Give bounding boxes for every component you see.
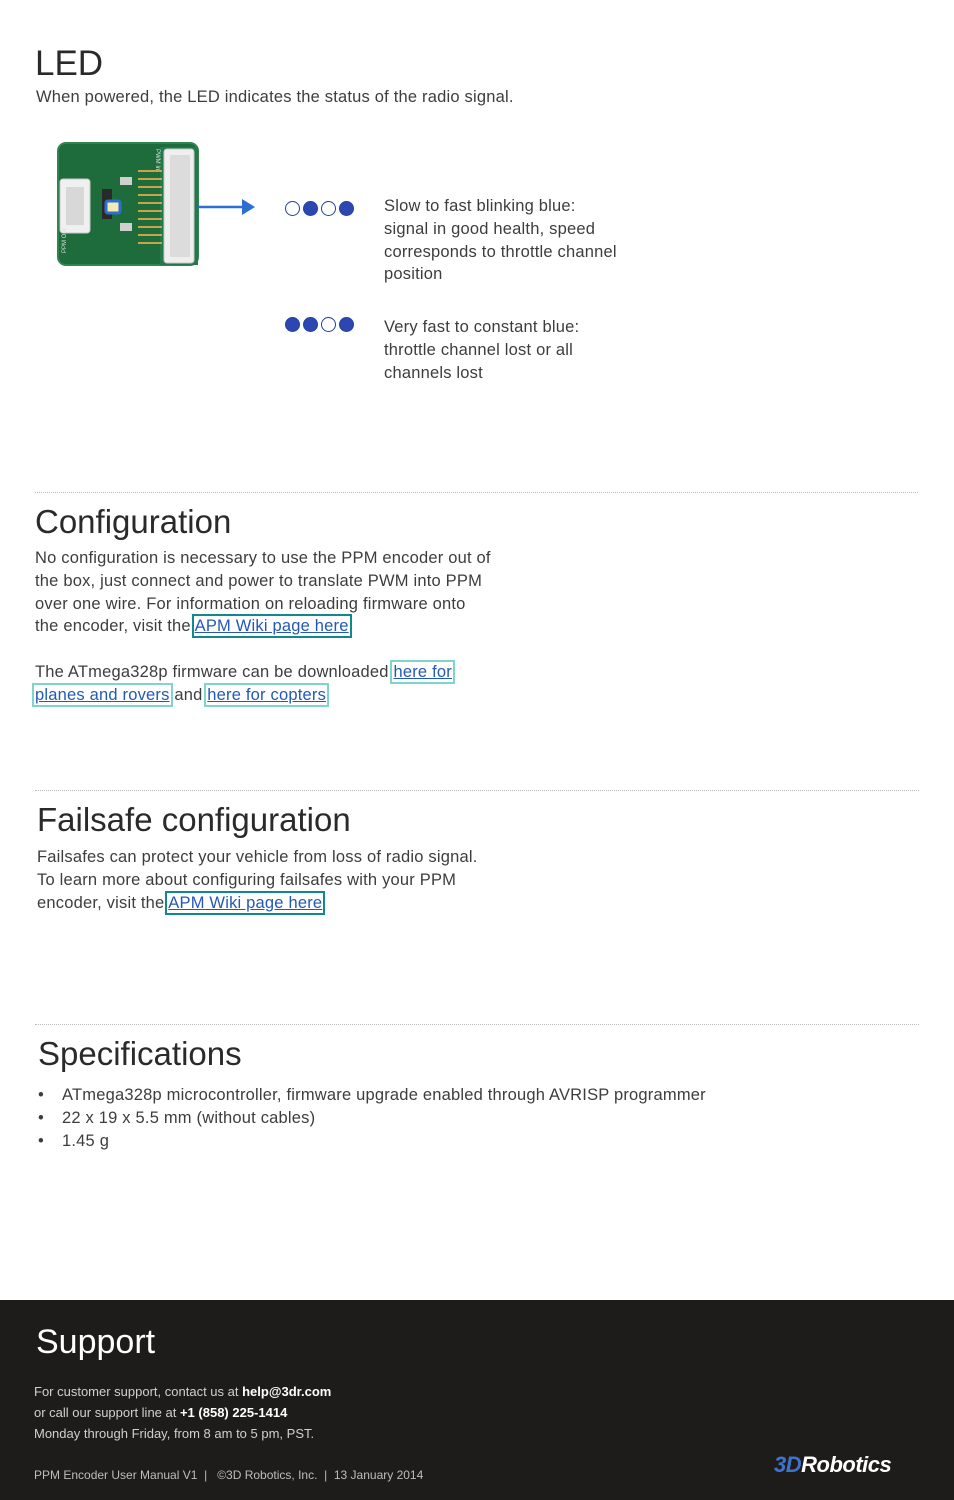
led-state-fast-desc: Very fast to constant blue: throttle channel lost or all channels lost	[384, 318, 580, 382]
led-dot-on-icon	[339, 317, 354, 332]
blink-pattern-slow-icon	[285, 201, 354, 216]
firmware-planes-rovers-link-part2[interactable]: planes and rovers	[35, 685, 170, 704]
firmware-planes-rovers-link-part1[interactable]: here for	[393, 663, 452, 681]
configuration-paragraph-1: No configuration is necessary to use the PPM encoder out of the box, just connect and power to translate PWM into PPM over one wire. For information on reloading firmware onto the encoder, visit the APM Wiki page here	[35, 549, 491, 636]
ppm-encoder-board-image	[56, 141, 256, 267]
failsafe-paragraph: Failsafes can protect your vehicle from loss of radio signal. To learn more about configuring failsafes with your PPM encoder, visit the APM Wiki page here	[37, 848, 478, 912]
logo-wordmark: Robotics	[801, 1452, 892, 1477]
support-contact: For customer support, contact us at help@3dr.com or call our support line at +1 (858) 225-1414 Monday through Friday, from 8 am to 5 pm, PST.	[34, 1384, 332, 1441]
support-email[interactable]: help@3dr.com	[242, 1384, 332, 1399]
led-dot-off-icon	[321, 317, 336, 332]
logo-3d-mark: 3D	[774, 1452, 802, 1477]
divider	[35, 1024, 919, 1025]
3d-robotics-logo	[774, 1450, 891, 1480]
led-dot-on-icon	[339, 201, 354, 216]
led-dot-on-icon	[303, 201, 318, 216]
led-dot-off-icon	[285, 201, 300, 216]
led-dot-on-icon	[285, 317, 300, 332]
spec-item: • ATmega328p microcontroller, firmware upgrade enabled through AVRISP programmer	[36, 1084, 706, 1107]
divider	[35, 790, 919, 791]
led-dot-on-icon	[303, 317, 318, 332]
led-indicator	[106, 201, 120, 213]
board-label-in: PWM In	[154, 149, 160, 171]
board-label-out: PPM Out	[62, 228, 68, 253]
led-dot-off-icon	[321, 201, 336, 216]
support-phone[interactable]: +1 (858) 225-1414	[179, 1405, 288, 1420]
support-title: Support	[36, 1323, 156, 1361]
configuration-paragraph-2: The ATmega328p firmware can be downloaded here for planes and rovers and here for copters	[35, 663, 452, 704]
blink-pattern-fast-icon	[285, 317, 354, 332]
footer-footnote: PPM Encoder User Manual V1 | ©3D Robotics, Inc. | 13 January 2014	[34, 1468, 424, 1482]
apm-wiki-link-firmware[interactable]: APM Wiki page here	[194, 617, 349, 636]
divider	[35, 492, 918, 493]
firmware-copters-link[interactable]: here for copters	[207, 685, 327, 704]
led-title: LED	[35, 44, 104, 83]
apm-wiki-link-failsafe[interactable]: APM Wiki page here	[168, 893, 323, 912]
led-intro: When powered, the LED indicates the status of the radio signal.	[36, 88, 514, 106]
arrow-head-icon	[242, 199, 255, 215]
spec-item: • 22 x 19 x 5.5 mm (without cables)	[36, 1107, 706, 1130]
support-footer	[0, 1300, 954, 1500]
led-state-slow-desc: Slow to fast blinking blue: signal in good health, speed corresponds to throttle channel position	[384, 197, 617, 284]
specifications-title: Specifications	[38, 1035, 242, 1072]
specifications-list	[36, 1084, 706, 1152]
spec-item: • 1.45 g	[36, 1130, 706, 1153]
configuration-title: Configuration	[35, 503, 232, 540]
failsafe-title: Failsafe configuration	[37, 801, 351, 838]
